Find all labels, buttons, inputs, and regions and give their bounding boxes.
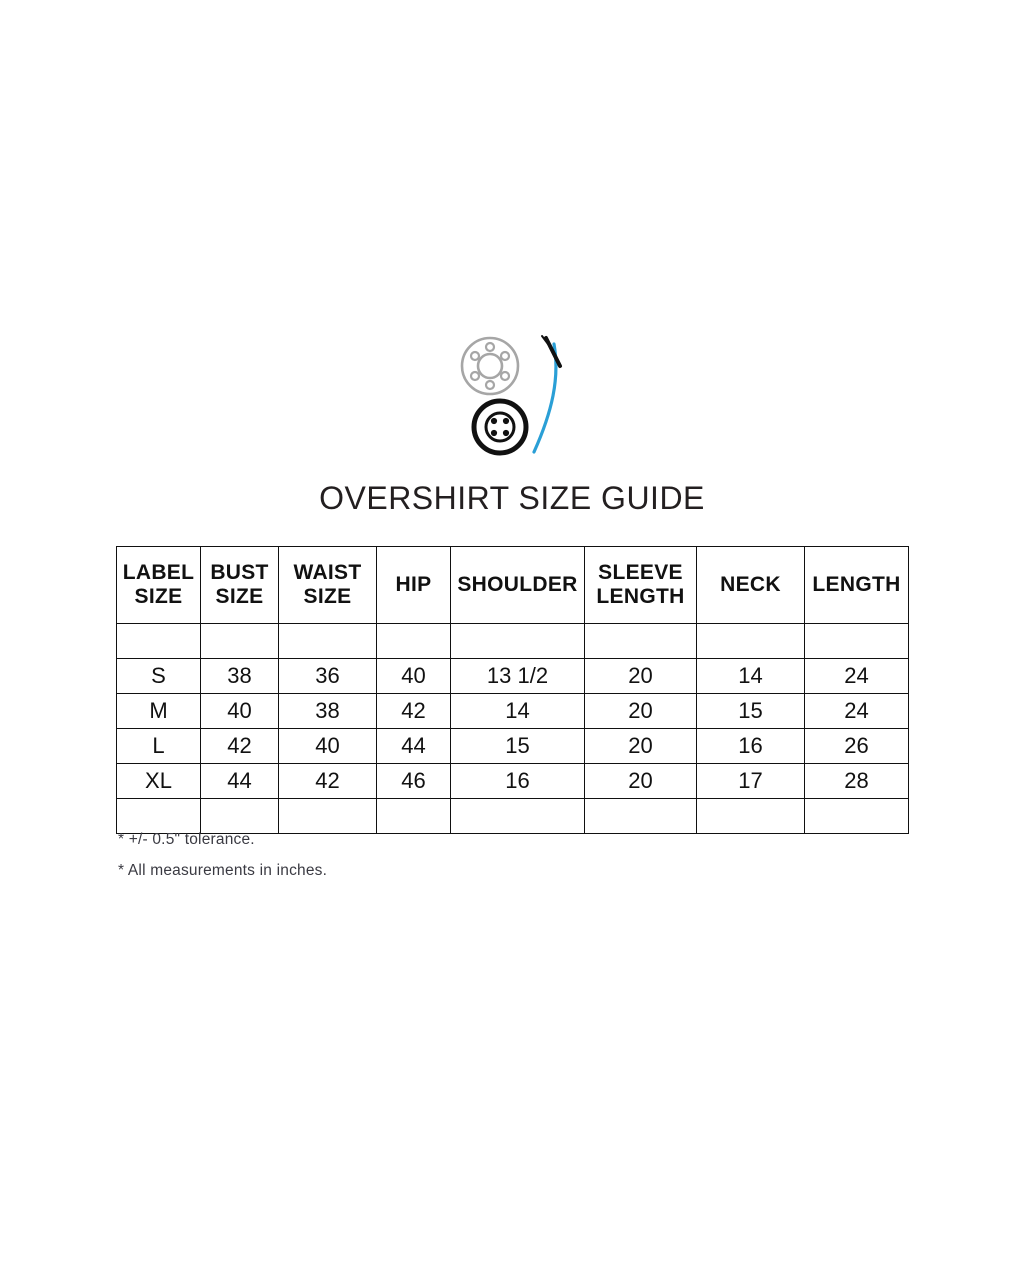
column-header-bust-size: BUST SIZE bbox=[201, 547, 279, 624]
notes-section bbox=[118, 832, 718, 893]
cell-neck: 17 bbox=[697, 764, 805, 799]
cell-sleeve-length: 20 bbox=[585, 659, 697, 694]
cell-neck: 15 bbox=[697, 694, 805, 729]
column-header-hip: HIP bbox=[377, 547, 451, 624]
cell-waist-size: 38 bbox=[279, 694, 377, 729]
note-tolerance: * +/- 0.5" tolerance. bbox=[118, 831, 255, 848]
cell-hip: 46 bbox=[377, 764, 451, 799]
column-header-waist-size: WAIST SIZE bbox=[279, 547, 377, 624]
cell-length: 28 bbox=[805, 764, 909, 799]
column-header-shoulder: SHOULDER bbox=[451, 547, 585, 624]
cell-sleeve-length: 20 bbox=[585, 694, 697, 729]
table-spacer-row-bottom bbox=[117, 799, 909, 834]
logo-container bbox=[0, 330, 1024, 475]
cell-bust-size: 38 bbox=[201, 659, 279, 694]
table-row bbox=[117, 764, 909, 799]
cell-hip: 44 bbox=[377, 729, 451, 764]
table-row bbox=[117, 729, 909, 764]
cell-shoulder: 15 bbox=[451, 729, 585, 764]
table-header-row bbox=[117, 547, 909, 624]
column-header-neck: NECK bbox=[697, 547, 805, 624]
cell-sleeve-length: 20 bbox=[585, 729, 697, 764]
cell-bust-size: 44 bbox=[201, 764, 279, 799]
cell-neck: 14 bbox=[697, 659, 805, 694]
cell-hip: 40 bbox=[377, 659, 451, 694]
cell-shoulder: 14 bbox=[451, 694, 585, 729]
cell-neck: 16 bbox=[697, 729, 805, 764]
cell-bust-size: 42 bbox=[201, 729, 279, 764]
cell-length: 24 bbox=[805, 659, 909, 694]
column-header-label-size: LABEL SIZE bbox=[117, 547, 201, 624]
page-title: OVERSHIRT SIZE GUIDE bbox=[319, 480, 705, 516]
cell-label-size: S bbox=[117, 659, 201, 694]
cell-sleeve-length: 20 bbox=[585, 764, 697, 799]
note-units: * All measurements in inches. bbox=[118, 861, 328, 879]
cell-length: 24 bbox=[805, 694, 909, 729]
sewing-spool-and-needle-icon bbox=[442, 330, 582, 475]
cell-shoulder: 16 bbox=[451, 764, 585, 799]
cell-hip: 42 bbox=[377, 694, 451, 729]
column-header-length: LENGTH bbox=[805, 547, 909, 624]
cell-waist-size: 36 bbox=[279, 659, 377, 694]
cell-label-size: M bbox=[117, 694, 201, 729]
cell-bust-size: 40 bbox=[201, 694, 279, 729]
cell-label-size: L bbox=[117, 729, 201, 764]
table-row bbox=[117, 659, 909, 694]
size-table-container bbox=[116, 546, 908, 834]
cell-length: 26 bbox=[805, 729, 909, 764]
table-spacer-row-top bbox=[117, 624, 909, 659]
column-header-sleeve-length: SLEEVE LENGTH bbox=[585, 547, 697, 624]
cell-label-size: XL bbox=[117, 764, 201, 799]
table-row bbox=[117, 694, 909, 729]
cell-waist-size: 42 bbox=[279, 764, 377, 799]
cell-shoulder: 13 1/2 bbox=[451, 659, 585, 694]
size-chart-table bbox=[116, 546, 909, 834]
cell-waist-size: 40 bbox=[279, 729, 377, 764]
